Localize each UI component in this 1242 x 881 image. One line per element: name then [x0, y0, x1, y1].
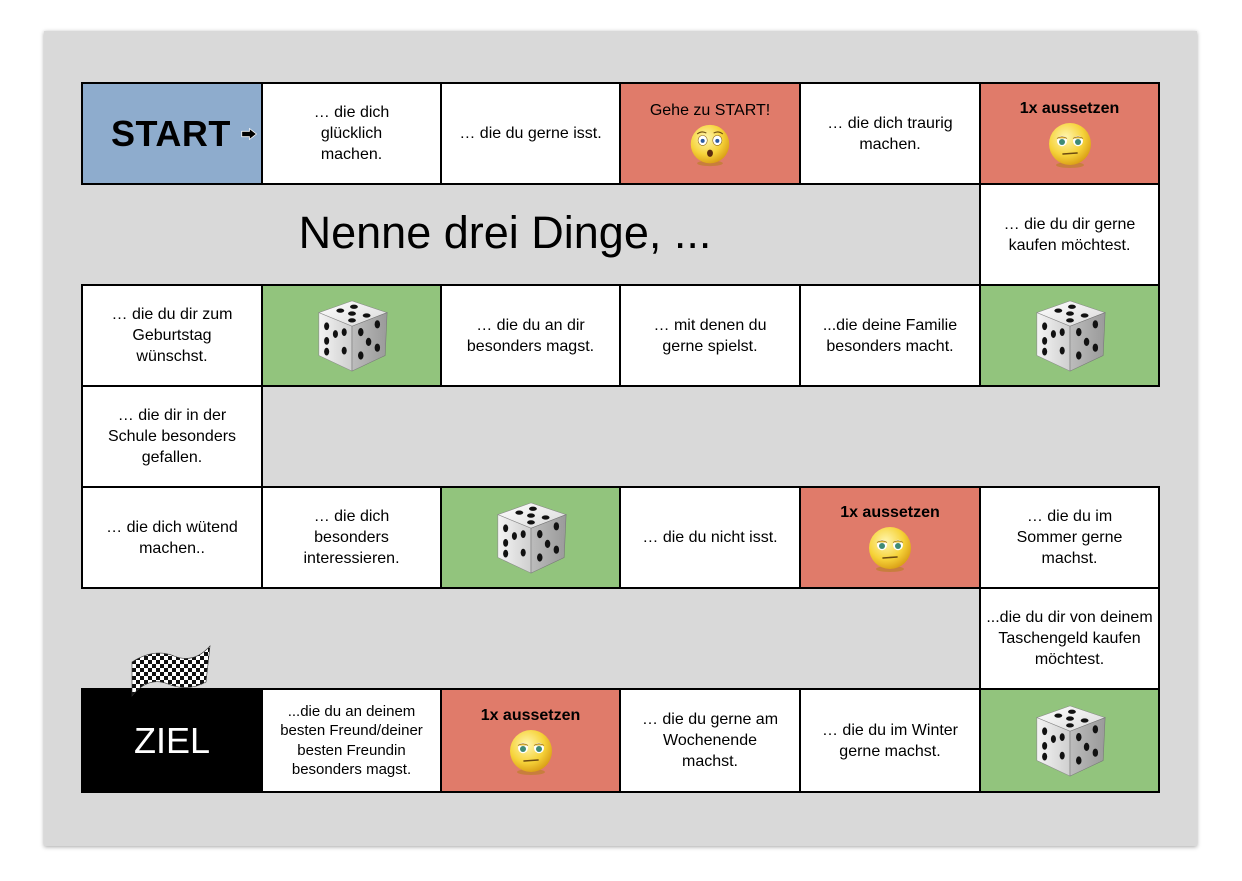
field-r3c5: [799, 284, 981, 387]
field-r5c2: [261, 486, 442, 589]
field-text: ...die du dir von deinem Taschengeld kaufen möchtest.: [986, 609, 1153, 668]
sad-face-icon: [1046, 121, 1094, 169]
field-text: 1x aussetzen: [480, 707, 581, 724]
board-title: Nenne drei Dinge, ...: [298, 207, 712, 258]
field-r3c4: [619, 284, 801, 387]
field-r1c2: [261, 82, 442, 185]
field-r4c1: [81, 385, 263, 488]
dice-field-r3c2: [261, 284, 442, 387]
field-text: … die du an dir besonders magst.: [466, 316, 595, 355]
field-text: … die dich glücklich machen.: [313, 104, 390, 163]
field-r7c3-skip: [440, 688, 621, 793]
field-r3c3: [440, 284, 621, 387]
field-text: … die dir in der Schule besonders gefallen.: [107, 407, 237, 466]
goal-label: ZIEL: [133, 720, 211, 761]
start-field: [81, 82, 263, 185]
field-r5c4: [619, 486, 801, 589]
field-r5c5-skip: [799, 486, 981, 589]
field-text: … die du im Winter gerne machst.: [821, 721, 959, 760]
surprised-face-icon: [688, 123, 732, 167]
field-text: … die dich traurig machen.: [827, 114, 953, 153]
field-text: … die dich besonders interessieren.: [303, 508, 400, 567]
field-text: 1x aussetzen: [840, 504, 940, 521]
dice-five-icon: [492, 499, 570, 577]
field-text: … die du nicht isst.: [642, 529, 778, 546]
dice-five-icon: [313, 297, 391, 375]
field-r7c5: [799, 688, 981, 793]
checkered-flag-icon: [128, 640, 214, 702]
field-text: … die du gerne am Wochenende machst.: [641, 711, 779, 770]
field-r7c4: [619, 688, 801, 793]
dice-field-r7c6: [979, 688, 1160, 793]
field-r1c5: [799, 82, 981, 185]
field-r1c4-back-to-start: [619, 82, 801, 185]
field-r6c6: [979, 587, 1160, 690]
dice-field-r3c6: [979, 284, 1160, 387]
sad-face-icon: [507, 728, 555, 776]
field-text: … die du gerne isst.: [459, 125, 602, 142]
field-r7c2: [261, 688, 442, 793]
field-r1c6-skip: [979, 82, 1160, 185]
field-text: ...die deine Familie besonders macht.: [822, 316, 958, 355]
goal-field: [81, 688, 263, 793]
field-r1c3: [440, 82, 621, 185]
field-r2c6: [979, 183, 1160, 286]
dice-field-r5c3: [440, 486, 621, 589]
field-text: Gehe zu START!: [649, 102, 771, 119]
field-text: … die du im Sommer gerne machst.: [1016, 508, 1123, 567]
field-text: 1x aussetzen: [1019, 100, 1120, 117]
dice-five-icon: [1031, 702, 1109, 780]
sad-face-icon: [866, 525, 914, 573]
field-text: … die du dir gerne kaufen möchtest.: [1003, 215, 1136, 254]
field-text: ...die du an deinem besten Freund/deiner besten Freundin besonders magst.: [280, 702, 423, 778]
field-text: … die du dir zum Geburtstag wünschst.: [111, 306, 233, 365]
field-r5c6: [979, 486, 1160, 589]
start-label: START: [111, 113, 231, 154]
arrow-right-icon: [241, 118, 257, 150]
field-r5c1: [81, 486, 263, 589]
field-text: … mit denen du gerne spielst.: [653, 316, 767, 355]
field-r3c1: [81, 284, 263, 387]
field-text: … die dich wütend machen..: [106, 518, 238, 557]
dice-five-icon: [1031, 297, 1109, 375]
